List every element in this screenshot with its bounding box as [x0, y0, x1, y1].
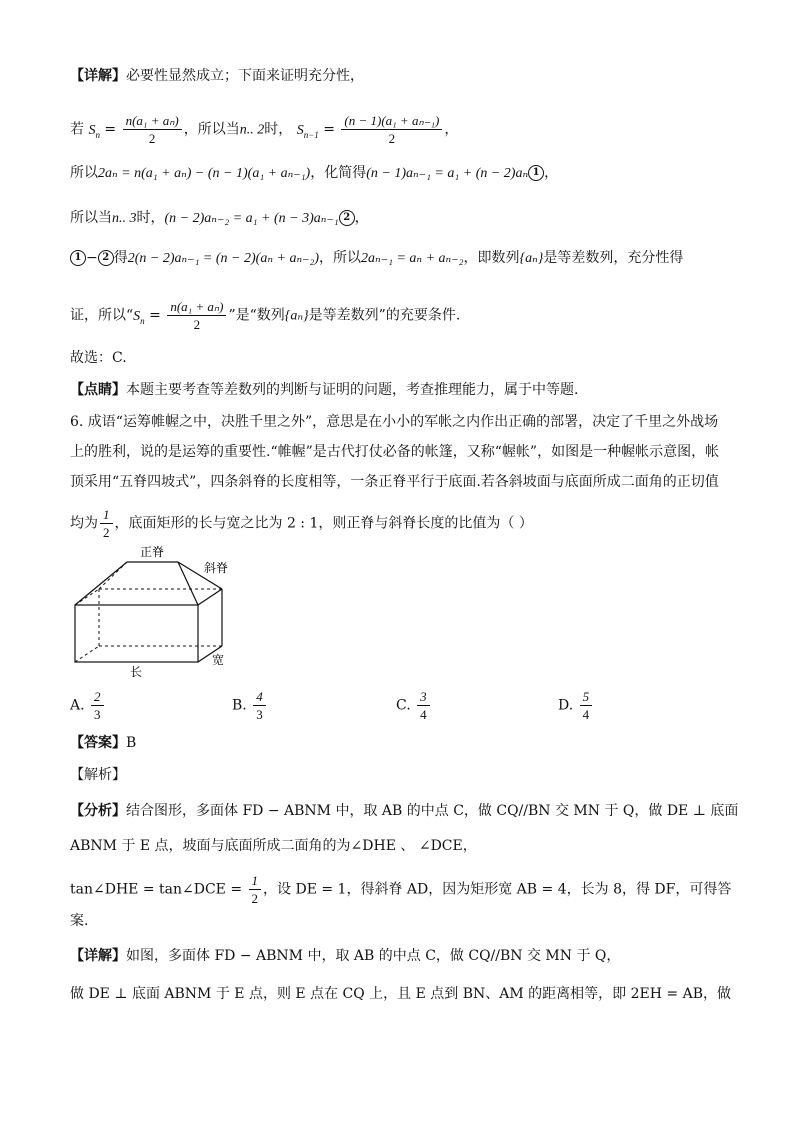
condition: n.. 2 [239, 122, 265, 138]
text: 均为 [70, 515, 98, 532]
text: ， [544, 165, 559, 181]
text: ，化简得 [310, 165, 367, 181]
text: 如图，多面体 FD − ABNM 中，取 AB 的中点 C，做 CQ//BN 交 MN 于 Q， [126, 948, 621, 964]
detail2-line-1 [70, 946, 620, 966]
option-label: D. [558, 697, 574, 714]
q6-line-2: 上的胜利，说的是运筹的重要性.“帷幄”是古代打仗必备的帐篷，又称“幄帐”，如图是一种幄帐示意图，帐 [70, 444, 720, 460]
length-label: 长 [130, 665, 143, 677]
text: 是等差数列”的充要条件. [308, 307, 461, 324]
fenxi-label: 【分析】 [70, 803, 126, 819]
answer-label: 【答案】 [70, 735, 126, 751]
text: ，所以当 [183, 121, 240, 138]
text: ， [444, 121, 459, 138]
text: 结合图形，多面体 FD − ABNM 中，取 AB 的中点 C，做 CQ//BN 交 MN 于 Q，做 DE ⊥ 底面 [126, 803, 739, 819]
option-fraction: $\frac{3}{4}$ [417, 688, 430, 723]
option-fraction: $\frac{2}{3}$ [91, 688, 104, 723]
n3-line [70, 208, 369, 229]
option-a[interactable] [70, 688, 106, 723]
q6-line-3: 顶采用“五脊四坡式”，四条斜脊的长度相等，一条正脊平行于底面.若各斜坡面与底面所成二面角的正切值 [70, 474, 719, 490]
equals: = [144, 307, 166, 324]
answer-value: B [126, 735, 137, 751]
slant-ridge-label: 斜脊 [204, 561, 229, 575]
equation: 2(n − 2)aₙ₋₁ = (n − 2)(aₙ + aₙ₋₂) [127, 251, 320, 266]
equation: (n − 2)aₙ₋₂ = a₁ + (n − 3)aₙ₋₁ [164, 211, 339, 226]
ridge-label: 正脊 [140, 545, 165, 559]
minus: − [86, 250, 98, 266]
tent-figure [70, 542, 240, 677]
option-label: C. [396, 697, 411, 714]
width-label: 宽 [212, 653, 225, 667]
fraction-half: $\frac{1}{2}$ [249, 872, 262, 907]
sn-symbol: $S_n$ [133, 308, 145, 326]
text: 时， [136, 210, 165, 226]
fraction-sn1: $\frac{\text{(n − 1)(a₁ + aₙ₋₁)}}{2}$ [341, 112, 442, 147]
front-face [75, 605, 198, 662]
condition: n.. 3 [112, 211, 137, 226]
detail-label: 【详解】 [70, 68, 126, 84]
simplify-line [70, 163, 558, 184]
detail-label: 【详解】 [70, 948, 126, 964]
equals: = [99, 121, 121, 138]
text: 若 [70, 121, 84, 138]
q6-line-1: 6. 成语“运筹帷幄之中，决胜千里之外”，意思是在小小的军帐之内作出正确的部署，决定了千里之外战场 [70, 414, 719, 430]
text: ”是“数列 [228, 307, 285, 324]
fenxi-line-3 [70, 872, 731, 907]
fraction-half: $\frac{1}{2}$ [100, 506, 113, 541]
analysis-label: 【解析】 [70, 767, 126, 783]
equals: = [318, 121, 340, 138]
equation: (n − 1)aₙ₋₁ = a₁ + (n − 2)aₙ [366, 166, 529, 181]
option-fraction: $\frac{5}{4}$ [580, 688, 593, 723]
fraction-sn: $\frac{\text{n(a₁ + aₙ)}}{2}$ [167, 298, 226, 333]
text: 是等差数列，充分性得 [543, 250, 684, 266]
equation: 2aₙ = n(a₁ + aₙ) − (n − 1)(a₁ + aₙ₋₁) [98, 166, 311, 181]
text: 时， [264, 121, 293, 138]
subtract-line [70, 248, 683, 269]
option-fraction: $\frac{4}{3}$ [253, 688, 266, 723]
option-label: B. [232, 697, 247, 714]
circled-two: 2 [98, 250, 114, 266]
detail-paragraph-1 [70, 66, 364, 86]
text: 得 [113, 250, 128, 266]
sn-formula-line [70, 112, 458, 147]
conclusion-line [70, 298, 460, 333]
text: ，即数列 [463, 250, 520, 266]
text: 证，所以“ [70, 307, 134, 324]
detail-text: 必要性显然成立；下面来证明充分性， [126, 68, 364, 84]
circled-one: 1 [70, 250, 86, 266]
fenxi-line-2: ABNM 于 E 点，坡面与底面所成二面角的为∠DHE 、 ∠DCE， [70, 838, 477, 854]
detail2-line-2: 做 DE ⊥ 底面 ABNM 于 E 点，则 E 点在 CQ 上，且 E 点到 BN、AM 的距离相等，即 2EH = AB，做 [70, 986, 731, 1002]
sequence: {aₙ} [519, 251, 544, 266]
circled-two: 2 [339, 210, 355, 226]
text: ， [354, 210, 369, 226]
circled-one: 1 [528, 165, 544, 181]
comment-paragraph [70, 380, 578, 400]
comment-label: 【点睛】 [70, 382, 126, 398]
answer-line [70, 733, 136, 753]
option-d[interactable] [558, 688, 594, 723]
text: ，所以 [319, 250, 362, 266]
text: ，底面矩形的长与宽之比为 2 : 1，则正脊与斜脊长度的比值为（ ） [114, 515, 533, 532]
option-label: A. [70, 697, 85, 714]
equation: 2aₙ₋₁ = aₙ + aₙ₋₂ [361, 251, 464, 266]
sn-symbol: $S_n$ [88, 122, 100, 140]
fraction-sn: $\frac{\text{n(a₁ + aₙ)}}{2}$ [123, 112, 182, 147]
text: tan∠DHE = tan∠DCE = [70, 881, 247, 898]
option-b[interactable] [232, 688, 268, 723]
text: 所以当 [70, 210, 112, 226]
sn1-symbol: $S_{n-1}$ [296, 122, 319, 140]
text: ，设 DE = 1，得斜脊 AD，因为矩形宽 AB = 4，长为 8，得 DF，可得答 [263, 881, 732, 898]
text: 所以 [70, 165, 98, 181]
option-c[interactable] [396, 688, 432, 723]
choice-line: 故选：C. [70, 350, 127, 366]
fenxi-line-1 [70, 801, 738, 821]
comment-text: 本题主要考查等差数列的判断与证明的问题，考查推理能力，属于中等题. [126, 382, 579, 398]
fenxi-line-4: 案. [70, 913, 89, 929]
sequence: {aₙ} [284, 308, 309, 324]
q6-line-4 [70, 506, 533, 541]
